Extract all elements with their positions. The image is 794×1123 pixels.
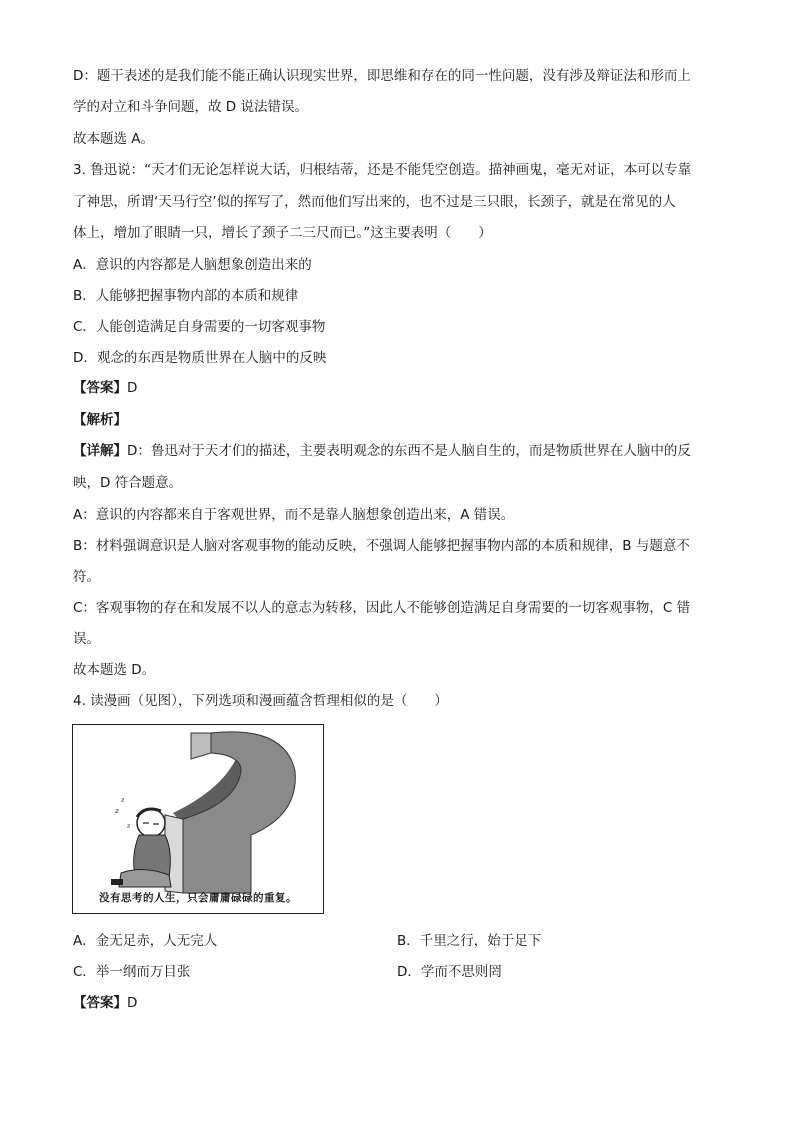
q3-stem-line-2: 了神思，所谓‘天马行空’似的挥写了，然而他们写出来的，也不过是三只眼，长颈子，就是在常见的人 bbox=[73, 194, 676, 210]
q4-option-d: D．学而不思则罔 bbox=[397, 964, 502, 980]
q3-option-b-explanation-line-2: 符。 bbox=[73, 569, 100, 585]
q3-answer bbox=[73, 378, 137, 398]
q3-detail-line-1 bbox=[73, 441, 691, 461]
answer-label: 【答案】 bbox=[73, 380, 127, 396]
q2-option-d-explanation-line-2: 学的对立和斗争问题，故 D 说法错误。 bbox=[73, 99, 308, 115]
detail-label: 【详解】 bbox=[73, 443, 127, 459]
q3-conclusion: 故本题选 D。 bbox=[73, 662, 156, 678]
cartoon-drawing bbox=[73, 725, 323, 913]
man-shoe bbox=[111, 879, 123, 885]
question-mark-shape-top bbox=[191, 733, 211, 759]
detail-text: D：鲁迅对于天才们的描述，主要表明观念的东西不是人脑自生的，而是物质世界在人脑中的反 bbox=[127, 443, 691, 459]
q4-cartoon bbox=[72, 724, 324, 914]
q4-answer bbox=[73, 993, 137, 1013]
q4-option-c: C．举一纲而万目张 bbox=[73, 964, 191, 980]
answer-value: D bbox=[127, 995, 138, 1011]
q3-option-c-explanation-line-2: 误。 bbox=[73, 631, 100, 647]
q4-stem: 4. 读漫画（见图），下列选项和漫画蕴含哲理相似的是（ ） bbox=[73, 693, 448, 709]
cartoon-caption: 没有思考的人生，只会庸庸碌碌的重复。 bbox=[99, 892, 297, 904]
q2-option-d-explanation-line-1: D：题干表述的是我们能不能正确认识现实世界，即思维和存在的同一性问题，没有涉及辩证法和形而上 bbox=[73, 68, 691, 84]
sleep-mark-1: ᶻ bbox=[121, 797, 125, 808]
q3-option-a-explanation: A：意识的内容都来自于客观世界，而不是靠人脑想象创造出来，A 错误。 bbox=[73, 507, 515, 523]
sleep-mark-2: ᶻ bbox=[115, 806, 120, 820]
q3-option-b-explanation-line-1: B：材料强调意识是人脑对客观事物的能动反映，不强调人能够把握事物内部的本质和规律，B 与题意不 bbox=[73, 538, 690, 554]
q4-option-a: A．金无足赤，人无完人 bbox=[73, 933, 218, 949]
q3-option-c: C．人能创造满足自身需要的一切客观事物 bbox=[73, 319, 326, 335]
q4-option-b: B．千里之行，始于足下 bbox=[397, 933, 542, 949]
answer-value: D bbox=[127, 380, 138, 396]
q2-conclusion: 故本题选 A。 bbox=[73, 131, 155, 147]
q3-stem-line-3: 体上，增加了眼睛一只，增长了颈子二三尺而已。”这主要表明（ ） bbox=[73, 225, 492, 241]
q3-stem-line-1: 3. 鲁迅说：“天才们无论怎样说大话，归根结蒂，还是不能凭空创造。描神画鬼，毫无对证，本可以专靠 bbox=[73, 162, 692, 178]
q3-analysis-heading: 【解析】 bbox=[73, 412, 127, 428]
answer-label: 【答案】 bbox=[73, 995, 127, 1011]
q3-option-d: D．观念的东西是物质世界在人脑中的反映 bbox=[73, 350, 327, 366]
q3-option-c-explanation-line-1: C：客观事物的存在和发展不以人的意志为转移，因此人不能够创造满足自身需要的一切客观事物，C 错 bbox=[73, 600, 691, 616]
q3-option-b: B．人能够把握事物内部的本质和规律 bbox=[73, 288, 299, 304]
q3-detail-line-2: 映，D 符合题意。 bbox=[73, 475, 183, 491]
q3-option-a: A．意识的内容都是人脑想象创造出来的 bbox=[73, 257, 312, 273]
sleep-mark-3: ᶻ bbox=[127, 823, 131, 834]
